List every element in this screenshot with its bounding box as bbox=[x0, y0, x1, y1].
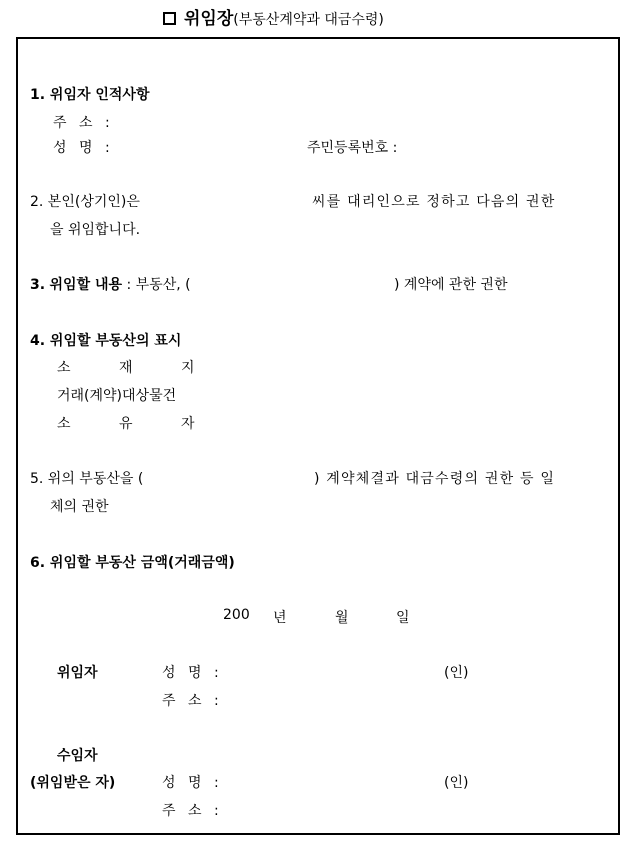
section1-name-label: 성 명 : bbox=[53, 140, 114, 156]
section5-part2: ) 계약체결과 대금수령의 권한 등 일 bbox=[314, 471, 556, 487]
section3-part2: ) 계약에 관한 권한 bbox=[394, 277, 508, 293]
section4-owner-label: 소 유 자 bbox=[57, 416, 217, 432]
title-sub: (부동산계약과 대금수령) bbox=[233, 12, 384, 28]
section2-line2: 을 위임합니다. bbox=[50, 222, 141, 238]
title-main: 위임장 bbox=[184, 9, 234, 29]
delegate-label-sub: (위임받은 자) bbox=[30, 775, 116, 791]
section6-heading: 6. 위임할 부동산 금액(거래금액) bbox=[30, 555, 235, 571]
section3-part1: 부동산, ( bbox=[135, 277, 191, 293]
square-bullet-icon bbox=[163, 12, 176, 25]
delegate-address-label: 주 소 : bbox=[162, 803, 223, 819]
delegate-label: 수임자 bbox=[57, 748, 98, 764]
section5-line2: 체의 권한 bbox=[50, 499, 109, 515]
delegator-label: 위임자 bbox=[57, 665, 98, 681]
delegator-seal: (인) bbox=[444, 665, 469, 681]
date-month-unit: 월 bbox=[335, 610, 349, 626]
date-year: 200 bbox=[223, 607, 250, 623]
section4-heading: 4. 위임할 부동산의 표시 bbox=[30, 333, 182, 349]
delegator-address-label: 주 소 : bbox=[162, 693, 223, 709]
section5-part1: 5. 위의 부동산을 ( bbox=[30, 471, 144, 487]
section2-part1: 2. 본인(상기인)은 bbox=[30, 194, 140, 210]
section1-id-label: 주민등록번호 : bbox=[307, 140, 398, 156]
date-day-unit: 일 bbox=[396, 610, 410, 626]
section3-number: 3. bbox=[30, 277, 46, 293]
delegator-name-label: 성 명 : bbox=[162, 665, 223, 681]
section3-heading: 위임할 내용 bbox=[49, 277, 123, 293]
section4-location-label: 소 재 지 bbox=[57, 360, 217, 376]
date-year-unit: 년 bbox=[273, 610, 287, 626]
section1-heading: 1. 위임자 인적사항 bbox=[30, 87, 150, 103]
section3-line bbox=[30, 274, 191, 294]
delegate-seal: (인) bbox=[444, 775, 469, 791]
section2-part2: 씨를 대리인으로 정하고 다음의 권한 bbox=[312, 194, 556, 210]
delegate-name-label: 성 명 : bbox=[162, 775, 223, 791]
section3-colon: : bbox=[126, 277, 132, 293]
section4-object-label: 거래(계약)대상물건 bbox=[57, 388, 177, 404]
section1-address-label: 주 소 : bbox=[53, 115, 114, 131]
document-title bbox=[163, 4, 384, 29]
